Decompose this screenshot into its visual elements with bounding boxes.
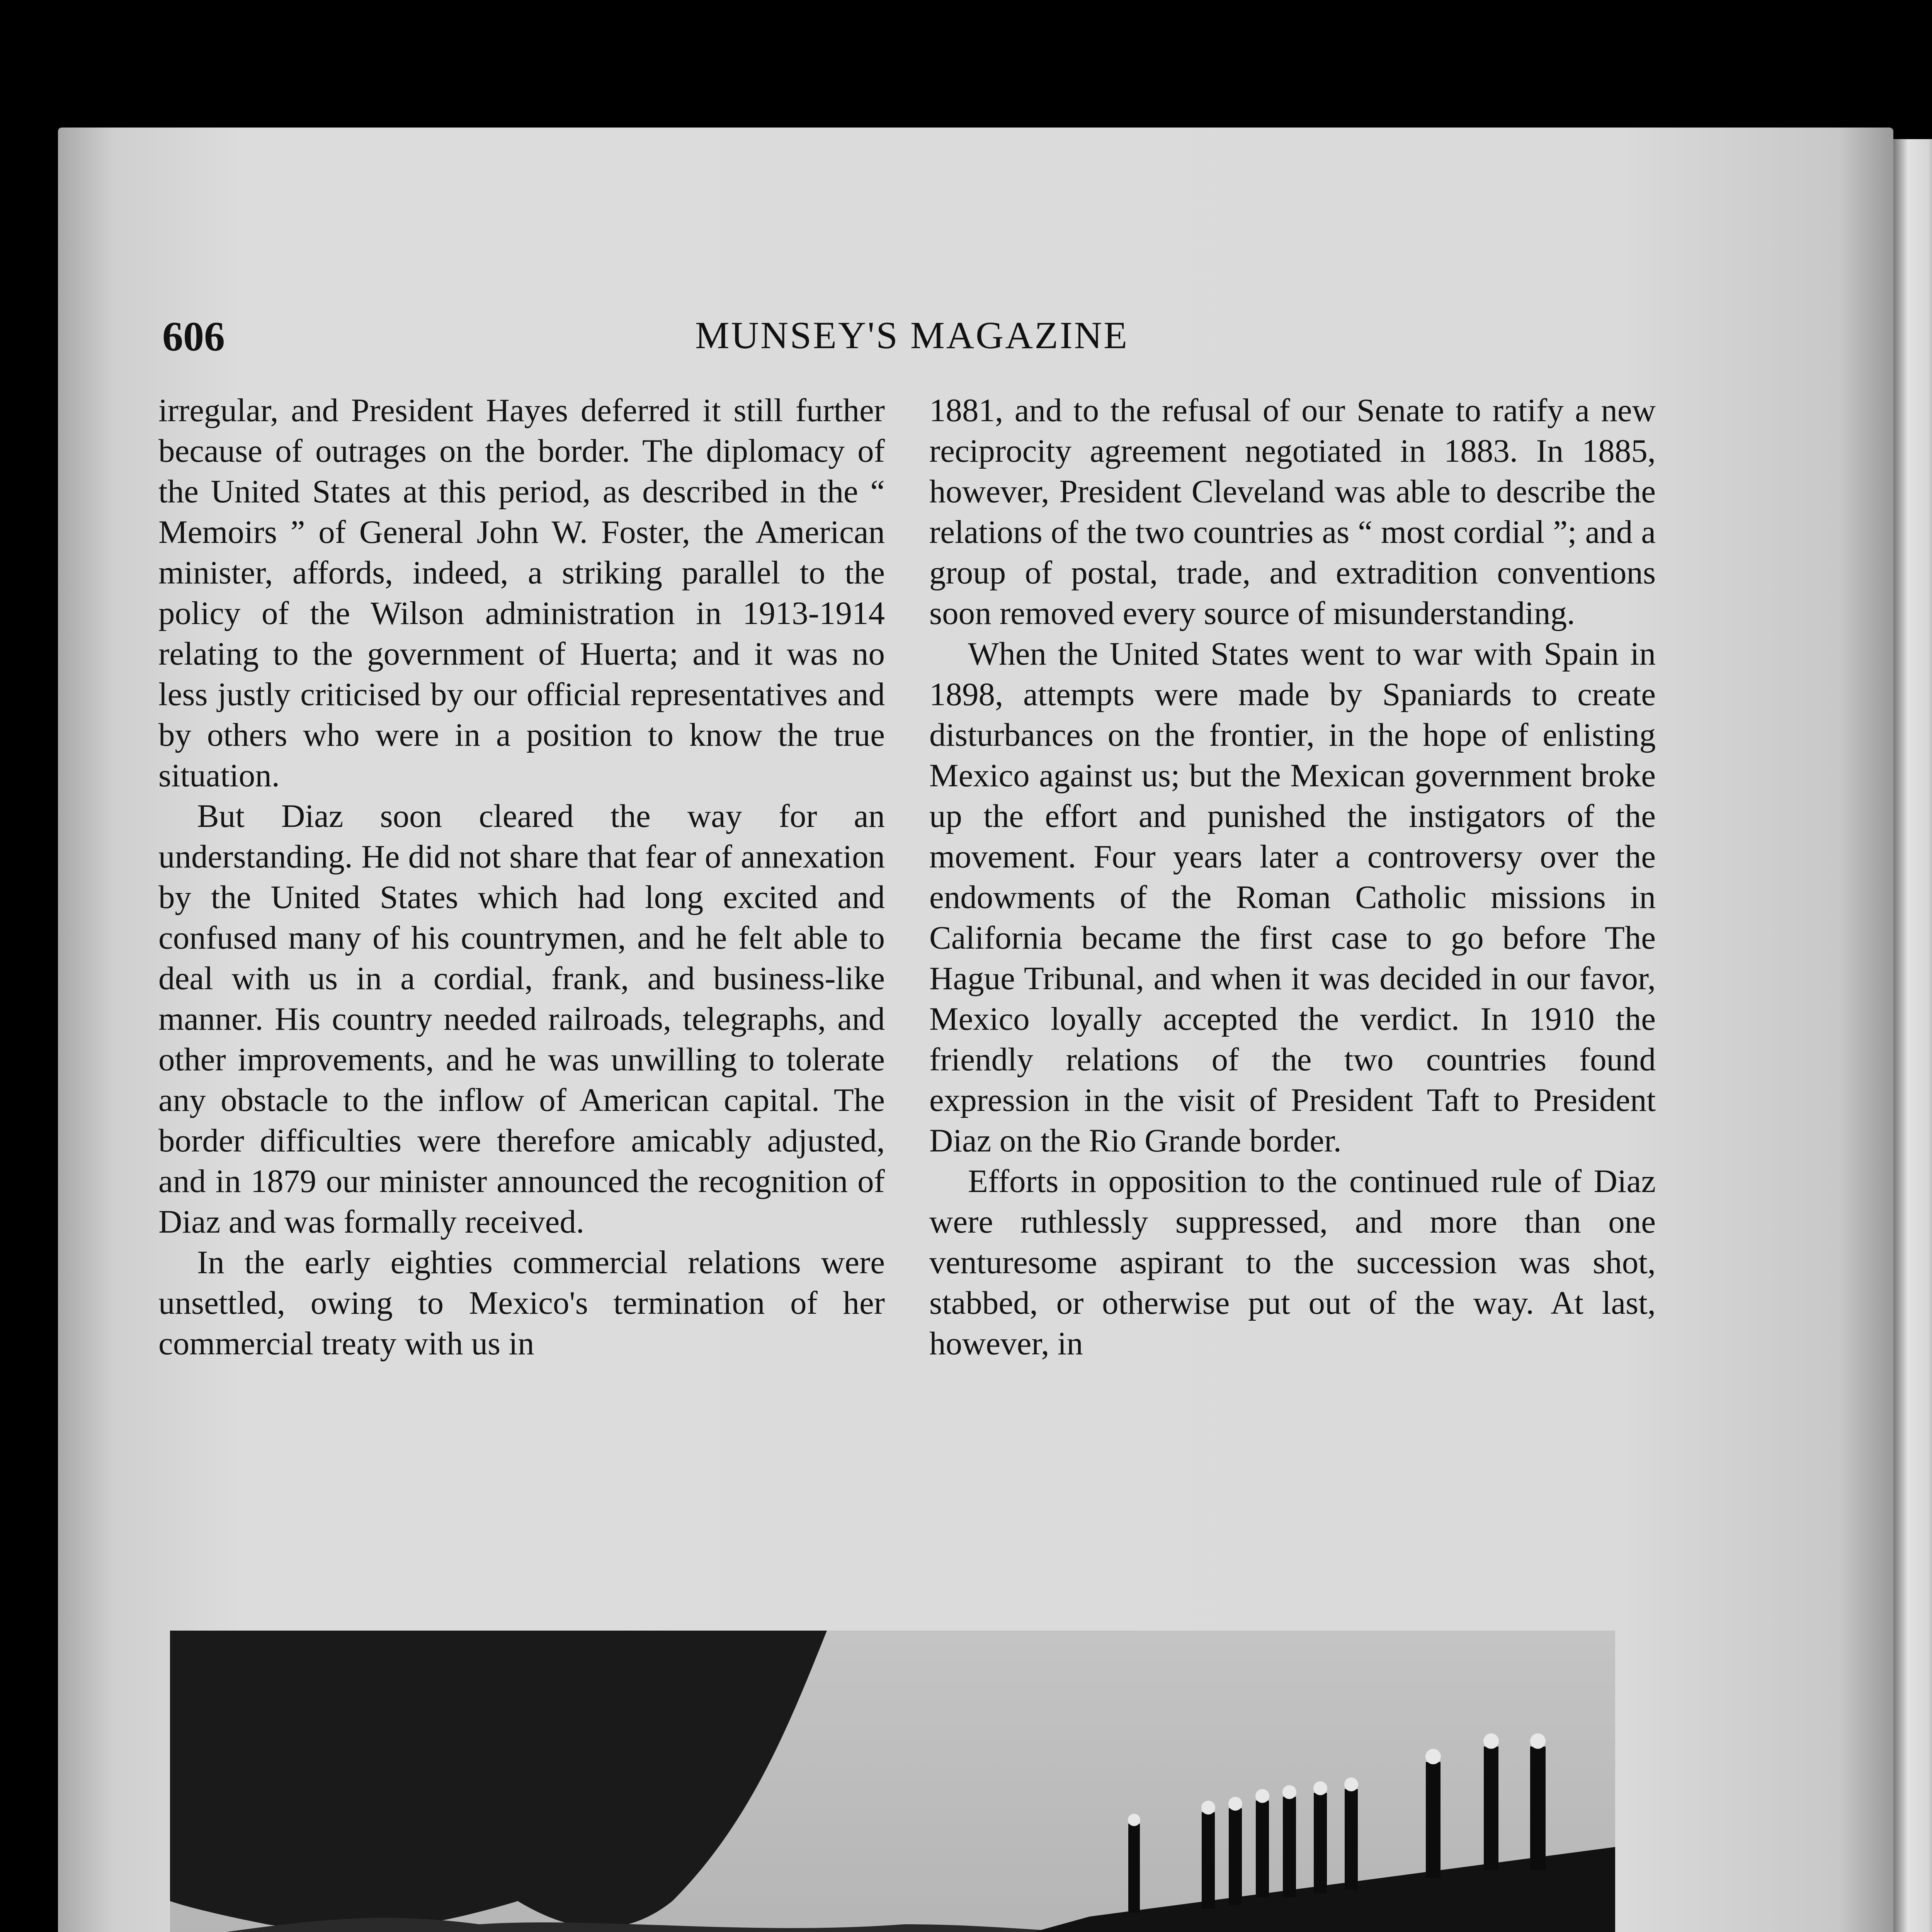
canal-photo-illustration (170, 1631, 1615, 1932)
paragraph: In the early eighties commercial relations were unsettled, owing to Mexico's termination of her commercial treaty with us in (158, 1244, 885, 1362)
paragraph: Efforts in opposition to the continued rule of Diaz were ruthlessly suppressed, and more than one venturesome aspirant to the succession was shot, stabbed, or otherwise put out of the way. At last, however, in (929, 1163, 1656, 1362)
canal-photograph (170, 1631, 1615, 1932)
page-number: 606 (162, 314, 225, 360)
paragraph: 1881, and to the refusal of our Senate to ratify a new reciprocity agreement negotiated in 1883. In 1885, however, President Cleveland was able to describe the relations of the two countries as “ most cordial ”; and a group of postal, trade, and extradition conventions soon removed every source of misunderstanding. (929, 392, 1656, 631)
running-head (162, 313, 1662, 359)
canal-embankment (634, 1847, 1615, 1932)
tree-foliage (170, 1631, 827, 1930)
paragraph: irregular, and President Hayes deferred it still further because of outrages on the border. The diplomacy of the United States at this period, as described in the “ Memoirs ” of General John W. Foster, the American minister, affords, indeed, a striking parallel to the policy of the Wilson administration in 1913-1914 relating to the government of Huerta; and it was no less justly criticised by our official representatives and by others who were in a position to know the true situation. (158, 392, 885, 794)
right-text-column (929, 390, 1656, 1364)
magazine-title: MUNSEY'S MAGAZINE (695, 314, 1129, 357)
page-spine (1893, 139, 1932, 1932)
paragraph: When the United States went to war with Spain in 1898, attempts were made by Spaniards to create disturbances on the frontier, in the hope of enlisting Mexico against us; but the Mexican government broke up the effort and punished the instigators of the movement. Four years later a controversy over the endowments of the Roman Catholic missions in California became the first case to go before The Hague Tribunal, and when it was decided in our favor, Mexico loyally accepted the verdict. In 1910 the friendly relations of the two countries found expression in the visit of President Taft to President Diaz on the Rio Grande border. (929, 636, 1656, 1159)
left-text-column (158, 390, 885, 1364)
paragraph: But Diaz soon cleared the way for an understanding. He did not share that fear of annexation by the United States which had long excited and confused many of his countrymen, and he felt able to deal with us in a cordial, frank, and business-like manner. His country needed railroads, telegraphs, and other improvements, and he was unwilling to tolerate any obstacle to the inflow of American capital. The border difficulties were therefore amicably adjusted, and in 1879 our minister announced the recognition of Diaz and was formally received. (158, 798, 885, 1240)
